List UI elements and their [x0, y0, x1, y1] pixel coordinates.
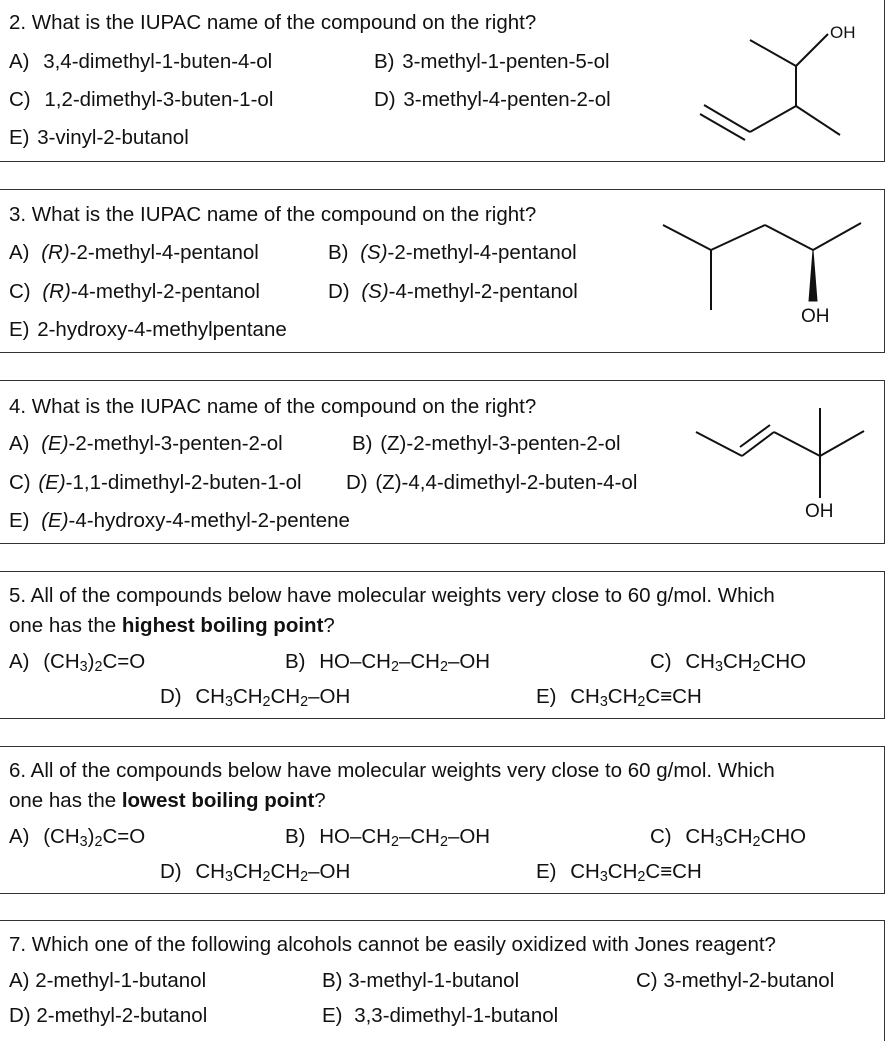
- option-letter: C): [9, 280, 31, 303]
- oh-label: OH: [805, 501, 834, 522]
- q3-option-c[interactable]: [9, 280, 260, 304]
- q6-option-c[interactable]: [650, 825, 806, 849]
- q2-option-e[interactable]: [9, 126, 189, 150]
- option-stereo-prefix: (R): [41, 241, 70, 264]
- option-letter: E): [536, 685, 557, 708]
- option-text: -4-methyl-2-pentanol: [70, 280, 260, 303]
- option-formula: $CH_3CH_2C\equiv CH$: [570, 685, 702, 710]
- q4-option-d[interactable]: [346, 471, 637, 495]
- option-text: -2-methyl-3-penten-2-ol: [68, 432, 283, 455]
- option-letter: A): [9, 50, 30, 73]
- option-stereo-prefix: (R): [42, 280, 71, 303]
- q2-option-a[interactable]: [9, 50, 272, 74]
- q5-option-b[interactable]: [285, 650, 490, 674]
- question-text-pre: one has the: [9, 614, 122, 637]
- option-letter: E): [536, 860, 557, 883]
- question-7-text: 7. Which one of the following alcohols cannot be easily oxidized with Jones reagent?: [9, 933, 776, 956]
- option-letter: B): [374, 50, 395, 73]
- q6-option-a[interactable]: [9, 825, 145, 849]
- q3-option-b[interactable]: [328, 241, 577, 265]
- option-text: 3,3-dimethyl-1-butanol: [354, 1004, 559, 1027]
- q4-option-a[interactable]: [9, 432, 283, 456]
- question-text-post: ?: [314, 789, 326, 812]
- q4-option-c[interactable]: [9, 471, 302, 495]
- question-3-text: 3. What is the IUPAC name of the compound on the right?: [9, 203, 537, 226]
- option-letter: E): [9, 318, 30, 341]
- option-letter: E): [322, 1004, 343, 1027]
- question-6-text-line1: 6. All of the compounds below have molecular weights very close to 60 g/mol. Which: [9, 759, 775, 782]
- option-letter: E): [9, 126, 30, 149]
- question-6-text-line2: [9, 789, 326, 813]
- question-2-text: 2. What is the IUPAC name of the compound on the right?: [9, 11, 537, 34]
- option-text: -1,1-dimethyl-2-buten-1-ol: [65, 471, 302, 494]
- q2-structure-diagram: [690, 10, 880, 150]
- option-letter: C): [650, 825, 672, 848]
- option-text: 1,2-dimethyl-3-buten-1-ol: [44, 88, 274, 111]
- option-text: (Z)-4,4-dimethyl-2-buten-4-ol: [375, 471, 638, 494]
- option-text: 2-methyl-2-butanol: [36, 1004, 208, 1027]
- option-letter: D): [346, 471, 368, 494]
- option-text: 2-hydroxy-4-methylpentane: [37, 318, 287, 341]
- option-letter: B): [352, 432, 373, 455]
- option-text: 3-vinyl-2-butanol: [37, 126, 189, 149]
- option-formula: $HO-CH_2-CH_2-OH$: [319, 825, 491, 850]
- option-letter: B): [285, 825, 306, 848]
- q2-option-d[interactable]: [374, 88, 611, 112]
- question-text-post: ?: [323, 614, 335, 637]
- q3-structure-diagram: [655, 205, 875, 335]
- option-letter: D): [160, 860, 182, 883]
- q4-option-b[interactable]: [352, 432, 621, 456]
- q4-option-e[interactable]: [9, 509, 350, 533]
- q7-option-e[interactable]: [322, 1004, 558, 1028]
- q6-option-e[interactable]: [536, 860, 702, 884]
- q7-option-c[interactable]: [636, 969, 834, 993]
- q4-structure-diagram: [690, 400, 880, 525]
- option-letter: D): [160, 685, 182, 708]
- option-stereo-prefix: (E): [41, 509, 69, 532]
- option-letter: A): [9, 969, 30, 992]
- option-letter: D): [328, 280, 350, 303]
- option-letter: A): [9, 432, 30, 455]
- q2-option-c[interactable]: [9, 88, 273, 112]
- option-formula: $HO-CH_2-CH_2-OH$: [319, 650, 491, 675]
- option-letter: C): [650, 650, 672, 673]
- oh-label: OH: [830, 23, 856, 42]
- option-formula: $(CH_3)_2C=O$: [43, 825, 146, 850]
- option-letter: E): [9, 509, 30, 532]
- q7-option-d[interactable]: [9, 1004, 207, 1028]
- question-emphasis: highest boiling point: [121, 614, 324, 637]
- option-letter: C): [9, 88, 31, 111]
- q7-option-b[interactable]: [322, 969, 519, 993]
- option-text: (Z)-2-methyl-3-penten-2-ol: [380, 432, 621, 455]
- q7-option-a[interactable]: [9, 969, 206, 993]
- option-text: -4-methyl-2-pentanol: [388, 280, 578, 303]
- option-formula: $CH_3CH_2CH_2-OH$: [195, 685, 351, 710]
- question-text-pre: one has the: [9, 789, 122, 812]
- option-letter: D): [9, 1004, 31, 1027]
- option-text: 3-methyl-1-butanol: [348, 969, 520, 992]
- option-formula: $CH_3CH_2CH_2-OH$: [195, 860, 351, 885]
- q5-option-d[interactable]: [160, 685, 350, 709]
- option-letter: B): [285, 650, 306, 673]
- oh-label: OH: [801, 306, 830, 327]
- option-letter: A): [9, 650, 30, 673]
- q3-option-e[interactable]: [9, 318, 287, 342]
- option-formula: $(CH_3)_2C=O$: [43, 650, 146, 675]
- q5-option-e[interactable]: [536, 685, 702, 709]
- option-text: 3-methyl-2-butanol: [663, 969, 835, 992]
- option-stereo-prefix: (E): [38, 471, 66, 494]
- option-letter: A): [9, 825, 30, 848]
- option-stereo-prefix: (E): [41, 432, 69, 455]
- option-text: -4-hydroxy-4-methyl-2-pentene: [68, 509, 350, 532]
- option-letter: B): [322, 969, 343, 992]
- option-letter: B): [328, 241, 349, 264]
- option-letter: D): [374, 88, 396, 111]
- option-text: 3,4-dimethyl-1-buten-4-ol: [43, 50, 273, 73]
- q5-option-c[interactable]: [650, 650, 806, 674]
- q3-option-d[interactable]: [328, 280, 578, 304]
- option-text: -2-methyl-4-pentanol: [69, 241, 259, 264]
- option-stereo-prefix: (S): [360, 241, 388, 264]
- option-text: 3-methyl-4-penten-2-ol: [403, 88, 611, 111]
- option-formula: $CH_3CH_2CHO$: [685, 825, 807, 850]
- option-text: -2-methyl-4-pentanol: [387, 241, 577, 264]
- question-4-text: 4. What is the IUPAC name of the compound on the right?: [9, 395, 537, 418]
- question-emphasis: lowest boiling point: [121, 789, 315, 812]
- option-letter: C): [636, 969, 658, 992]
- question-5-text-line2: [9, 614, 335, 638]
- option-formula: $CH_3CH_2CHO$: [685, 650, 807, 675]
- q5-option-a[interactable]: [9, 650, 145, 674]
- question-5-text-line1: 5. All of the compounds below have molecular weights very close to 60 g/mol. Which: [9, 584, 775, 607]
- option-text: 3-methyl-1-penten-5-ol: [402, 50, 610, 73]
- q2-option-b[interactable]: [374, 50, 610, 74]
- option-formula: $CH_3CH_2C\equiv CH$: [570, 860, 702, 885]
- option-letter: C): [9, 471, 31, 494]
- option-stereo-prefix: (S): [361, 280, 389, 303]
- option-text: 2-methyl-1-butanol: [35, 969, 207, 992]
- option-letter: A): [9, 241, 30, 264]
- q3-option-a[interactable]: [9, 241, 259, 265]
- q6-option-d[interactable]: [160, 860, 350, 884]
- q6-option-b[interactable]: [285, 825, 490, 849]
